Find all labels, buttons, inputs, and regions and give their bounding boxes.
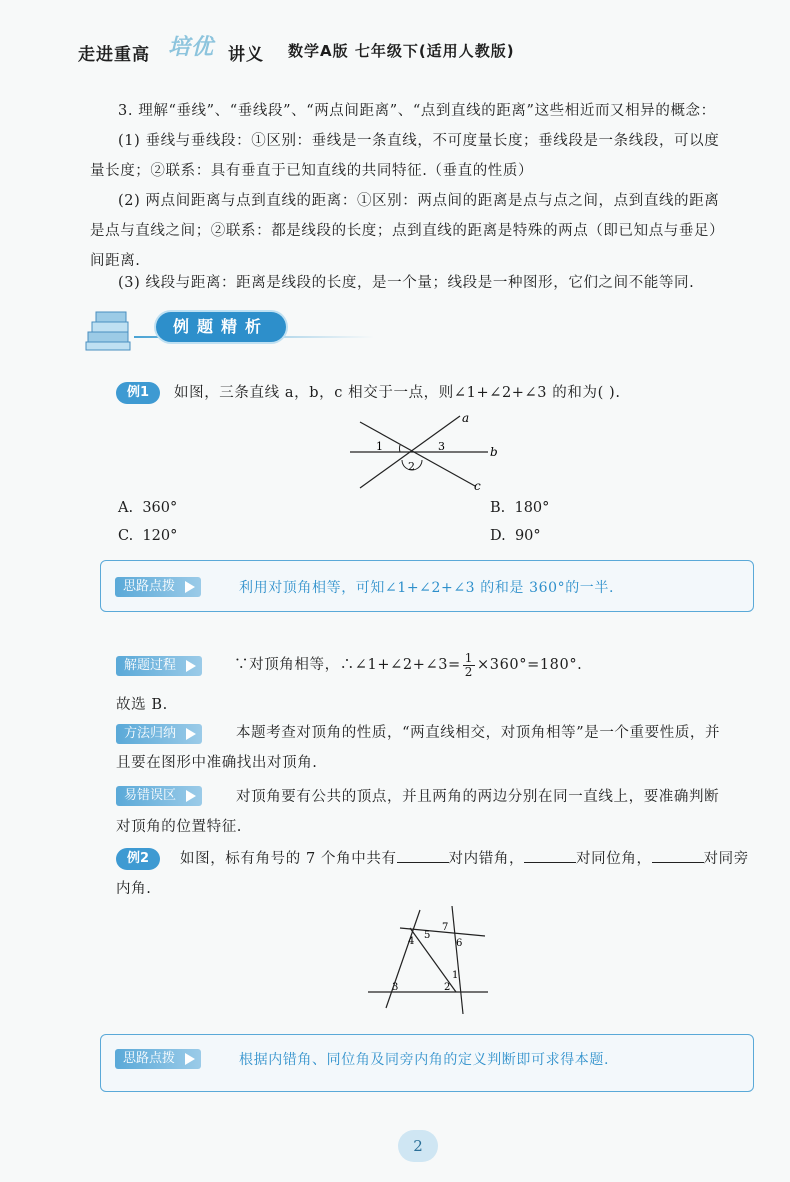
option-b-label: B. [490,500,506,516]
option-d-label: D. [490,528,506,544]
method-text: 本题考查对顶角的性质，“两直线相交，对顶角相等”是一个重要性质，并且要在图形中准确找出对顶角. [116,725,721,771]
option-c-label: C. [118,528,134,544]
header-book: 讲义 [228,45,264,65]
option-a-label: A. [118,500,134,516]
fig1-label-a: a [462,411,470,425]
solution-pre: ∵对顶角相等，∴∠1+∠2+∠3= [234,657,461,673]
example1-question: 如图，三条直线 a，b，c 相交于一点，则∠1+∠2+∠3 的和为( ). [174,385,621,401]
option-d-value: 90° [514,528,541,544]
example1-hint-box [100,560,754,612]
blank-1[interactable] [397,848,449,863]
section-title: 例题精析 [156,312,286,342]
example1-hint-text: 利用对顶角相等，可知∠1+∠2+∠3 的和是 360°的一半. [239,580,615,596]
solution-tag [116,656,202,676]
solution-tag-text: 解题过程 [124,658,177,673]
fig1-label-c: c [474,479,481,492]
example1-figure [340,410,520,492]
blank-2[interactable] [524,848,576,863]
solution-text [234,650,734,680]
concept-p1-text: (1) 垂线与垂线段：①区别：垂线是一条直线，不可度量长度；垂线段是一条线段，可以度量长度；②联系：具有垂直于已知直线的共同特征.（垂直的性质） [90,133,720,179]
example2-hint-box [100,1034,754,1092]
page-number: 2 [398,1130,438,1162]
fig2-angle2: 2 [444,982,451,993]
header-logo: 培优 [168,34,215,60]
arrow-icon [186,660,196,672]
example2-badge: 例2 [116,848,160,870]
option-a [118,500,177,516]
answer-text: 故选 B. [116,697,168,713]
header-brand: 走进重高 [78,45,150,65]
section-banner [78,302,378,358]
fraction-num: 1 [464,650,474,665]
concept-p1 [90,126,730,186]
option-b [490,500,549,516]
fig1-angle3: 3 [438,440,445,453]
mistake-tag-text: 易错误区 [124,788,177,803]
option-a-value: 360° [142,500,178,516]
q2-part1: 如图，标有角号的 7 个角中共有 [180,851,397,867]
q2-part4: 对 [703,851,719,867]
page-header [78,36,638,66]
arrow-icon [185,1053,195,1065]
solution-post: ×360°=180°. [477,657,583,673]
fig2-angle1: 1 [452,970,459,981]
option-d [490,528,541,544]
q2-part3: 对同位角， [576,851,652,867]
example2-figure [360,906,500,1016]
example1-hint-tag-text: 思路点拨 [123,579,176,594]
example1-hint-tag [115,577,201,597]
method-tag-text: 方法归纳 [124,726,177,741]
arrow-icon [185,581,195,593]
example2-hint-text: 根据内错角、同位角及同旁内角的定义判断即可求得本题. [239,1052,610,1068]
fig2-angle6: 6 [456,938,463,949]
q2-part5: 同旁内角. [116,851,749,897]
concept-p3 [90,268,730,298]
mistake-text: 对顶角要有公共的顶点，并且两角的两边分别在同一直线上，要准确判断对顶角的位置特征. [116,789,720,835]
example2-hint-tag-text: 思路点拨 [123,1051,176,1066]
books-icon [82,302,138,354]
example2-hint-tag [115,1049,201,1069]
fig2-angle3: 3 [392,982,399,993]
header-subject: 数学A版 七年级下(适用人教版) [288,42,515,60]
option-c [118,528,177,544]
q2-part2: 对内错角， [448,851,525,867]
line-c [360,422,475,486]
concept-intro-text: 3. 理解“垂线”、“垂线段”、“两点间距离”、“点到直线的距离”这些相近而又相异的概念： [118,103,716,119]
fig1-angle1: 1 [376,440,383,453]
example1-badge: 例1 [116,382,160,404]
fig1-label-b: b [490,445,498,459]
option-b-value: 180° [514,500,550,516]
option-c-value: 120° [142,528,178,544]
concept-intro [90,96,730,126]
fig2-angle5: 5 [424,930,431,941]
fraction-half [463,652,475,679]
concept-p3-text: (3) 线段与距离：距离是线段的长度，是一个量；线段是一种图形，它们之间不能等同. [118,275,695,291]
fig2-angle7: 7 [442,922,449,933]
fig1-angle2: 2 [408,460,415,473]
concept-p2 [90,186,730,276]
example2-question [116,844,756,904]
blank-3[interactable] [652,848,704,863]
fraction-den: 2 [464,664,474,679]
fig2-angle4: 4 [408,936,415,947]
concept-p2-text: (2) 两点间距离与点到直线的距离：①区别：两点间的距离是点与点之间，点到直线的距离是点与直线之间；②联系：都是线段的长度；点到直线的距离是特殊的两点（即已知点与垂足）间距离. [90,193,725,269]
